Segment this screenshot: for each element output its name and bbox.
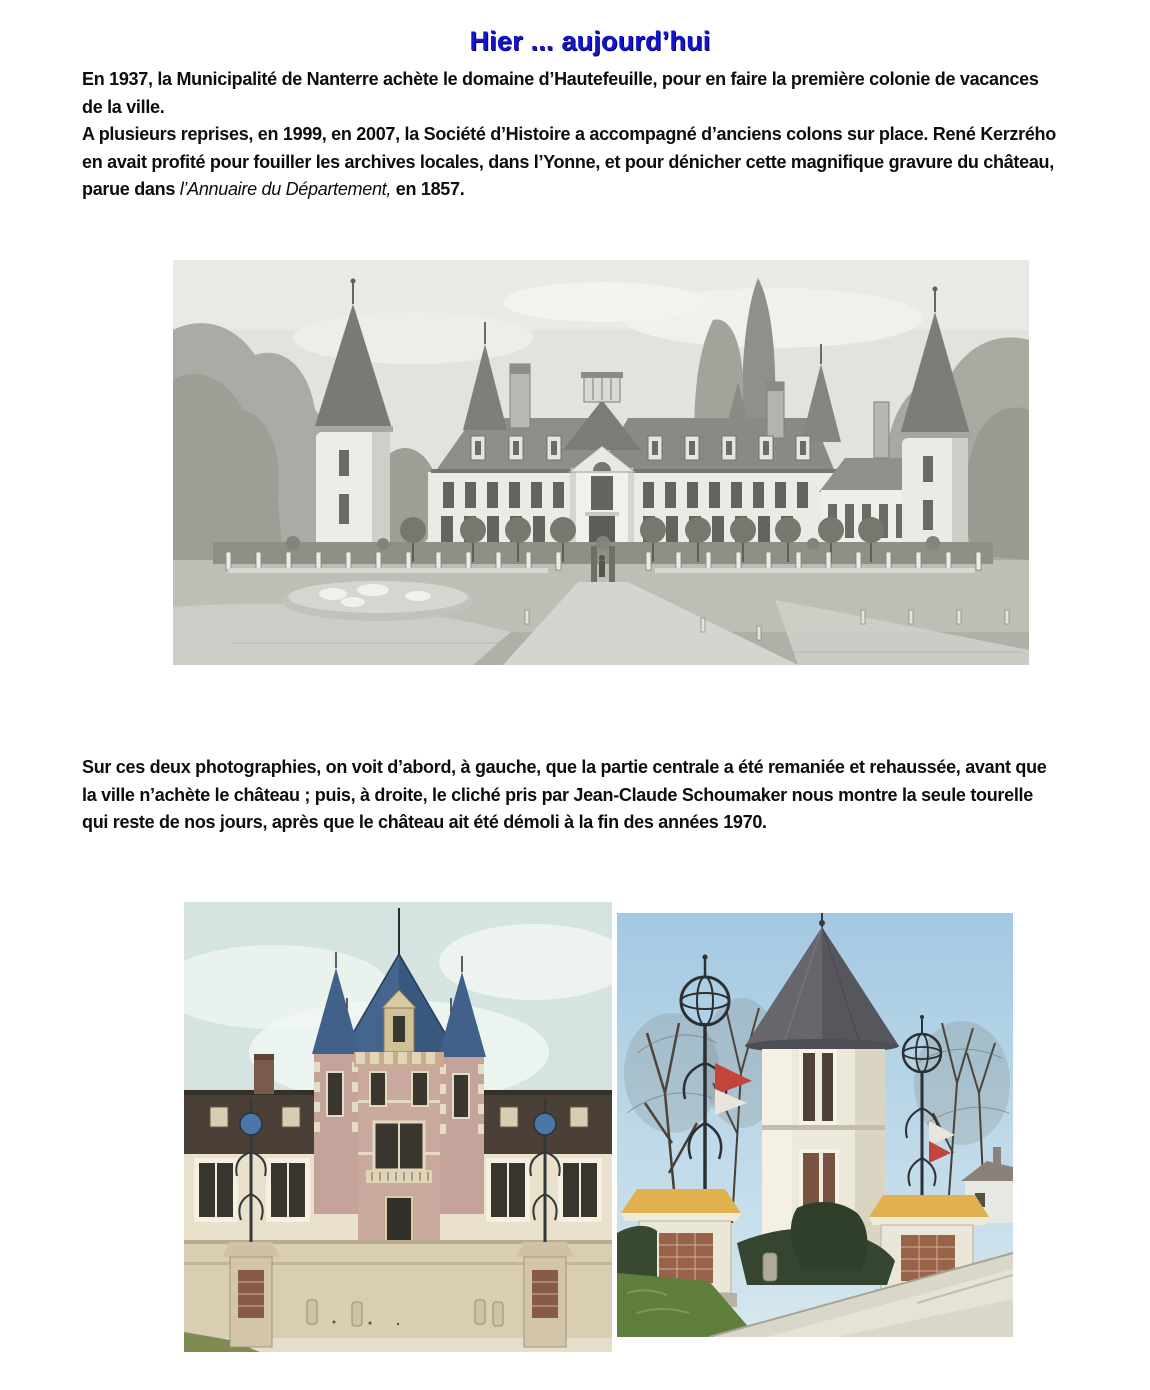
text-line: en avait profité pour fouiller les archives locales, dans l’Yonne, et pour dénicher cette magnifique gravure du château,	[82, 151, 1054, 172]
text-line: En 1937, la Municipalité de Nanterre achète le domaine d’Hautefeuille, pour en faire la première colonie de vacances	[82, 69, 1039, 89]
text-segment: parue dans	[82, 179, 180, 199]
text-line: qui reste de nos jours, après que le château ait été démoli à la fin des années 1970.	[82, 812, 767, 832]
text-segment: en 1857.	[391, 179, 465, 199]
engraving-chateau-1857	[173, 260, 1029, 665]
photo-chateau-postcard	[184, 902, 612, 1352]
paragraph-3	[82, 754, 1098, 837]
publication-title: l’Annuaire du Département,	[179, 179, 392, 199]
tourelle-illustration	[617, 913, 1013, 1337]
text-line: la ville n’achète le château ; puis, à droite, le cliché pris par Jean-Claude Schoumaker nous montre la seule tourelle	[82, 784, 1033, 805]
paragraph-2	[82, 121, 1098, 204]
engraving-illustration	[173, 260, 1029, 665]
page-title: Hier ... aujourd’hui	[469, 26, 711, 56]
text-line	[82, 176, 1098, 204]
text-line: A plusieurs reprises, en 1999, en 2007, la Société d’Histoire a accompagné d’anciens colons sur place. René Kerzrého	[82, 124, 1056, 144]
text-line: Sur ces deux photographies, on voit d’abord, à gauche, que la partie centrale a été remaniée et rehaussée, avant que	[82, 757, 1047, 777]
postcard-illustration	[184, 902, 612, 1352]
paragraph-1	[82, 66, 1098, 121]
text-line: de la ville.	[82, 96, 165, 117]
photo-tourelle	[617, 913, 1013, 1337]
